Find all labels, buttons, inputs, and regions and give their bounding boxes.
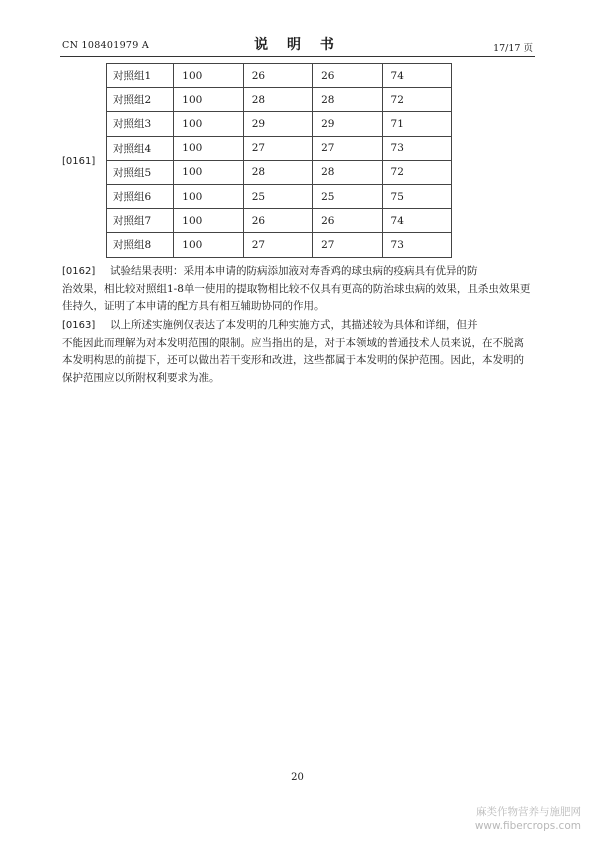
- value-cell: 28: [313, 88, 382, 112]
- value-cell: 28: [243, 160, 312, 184]
- page-number: 20: [291, 772, 304, 783]
- paragraph-first-line: 试验结果表明：采用本申请的防病添加液对寿香鸡的球虫病的疫病具有优异的防: [110, 265, 478, 277]
- table-row: [107, 88, 452, 112]
- value-cell: 25: [243, 184, 312, 208]
- value-cell: 25: [313, 184, 382, 208]
- table-row: [107, 136, 452, 160]
- group-name-cell: 对照组2: [107, 88, 174, 112]
- header-divider: [60, 56, 535, 57]
- table-row: [107, 64, 452, 88]
- watermark-site-name: 麻类作物营养与施肥网: [476, 806, 581, 818]
- value-cell: 27: [313, 233, 382, 257]
- value-cell: 100: [174, 184, 243, 208]
- value-cell: 27: [243, 233, 312, 257]
- value-cell: 100: [174, 112, 243, 136]
- table-row: [107, 209, 452, 233]
- value-cell: 74: [382, 64, 451, 88]
- value-cell: 100: [174, 136, 243, 160]
- paragraph-continuation: 不能因此而理解为对本发明范围的限制。应当指出的是，对于本领域的普通技术人员来说，在不脱离本发明构思的前提下，还可以做出若干变形和改进，这些都属于本发明的保护范围。因此，本发明的保护范围应以所附权利要求为准。: [62, 336, 524, 384]
- value-cell: 26: [243, 209, 312, 233]
- paragraph-continuation: 治效果，相比较对照组1-8单一使用的提取物相比较不仅具有更高的防治球虫病的效果，且杀虫效果更佳持久，证明了本申请的配方具有相互辅助协同的作用。: [62, 282, 531, 312]
- paragraph-first-line: 以上所述实施例仅表达了本发明的几种实施方式，其描述较为具体和详细，但并: [110, 319, 478, 331]
- document-title: 说 明 书: [254, 37, 341, 53]
- page-indicator: 17/17 页: [493, 43, 533, 54]
- value-cell: 73: [382, 136, 451, 160]
- group-name-cell: 对照组5: [107, 160, 174, 184]
- value-cell: 100: [174, 233, 243, 257]
- value-cell: 100: [174, 209, 243, 233]
- value-cell: 100: [174, 64, 243, 88]
- value-cell: 72: [382, 88, 451, 112]
- value-cell: 100: [174, 88, 243, 112]
- value-cell: 27: [243, 136, 312, 160]
- value-cell: 75: [382, 184, 451, 208]
- value-cell: 26: [313, 64, 382, 88]
- value-cell: 26: [313, 209, 382, 233]
- value-cell: 27: [313, 136, 382, 160]
- value-cell: 73: [382, 233, 451, 257]
- group-name-cell: 对照组6: [107, 184, 174, 208]
- group-name-cell: 对照组7: [107, 209, 174, 233]
- table-row: [107, 233, 452, 257]
- value-cell: 72: [382, 160, 451, 184]
- table-row: [107, 112, 452, 136]
- value-cell: 26: [243, 64, 312, 88]
- paragraph-number-0162: [0162]: [62, 266, 96, 277]
- table-body: [107, 64, 452, 258]
- value-cell: 29: [243, 112, 312, 136]
- page-header: [0, 0, 595, 60]
- value-cell: 28: [313, 160, 382, 184]
- value-cell: 28: [243, 88, 312, 112]
- value-cell: 74: [382, 209, 451, 233]
- value-cell: 29: [313, 112, 382, 136]
- paragraph-number-0163: [0163]: [62, 320, 96, 331]
- group-name-cell: 对照组4: [107, 136, 174, 160]
- control-group-table: [106, 63, 452, 258]
- group-name-cell: 对照组1: [107, 64, 174, 88]
- table-row: [107, 184, 452, 208]
- value-cell: 71: [382, 112, 451, 136]
- group-name-cell: 对照组8: [107, 233, 174, 257]
- table-row: [107, 160, 452, 184]
- patent-number: CN 108401979 A: [62, 40, 150, 51]
- site-watermark: [475, 805, 581, 833]
- group-name-cell: 对照组3: [107, 112, 174, 136]
- paragraph-number-0161: [0161]: [62, 156, 96, 167]
- value-cell: 100: [174, 160, 243, 184]
- watermark-url: www.fibercrops.com: [474, 820, 581, 832]
